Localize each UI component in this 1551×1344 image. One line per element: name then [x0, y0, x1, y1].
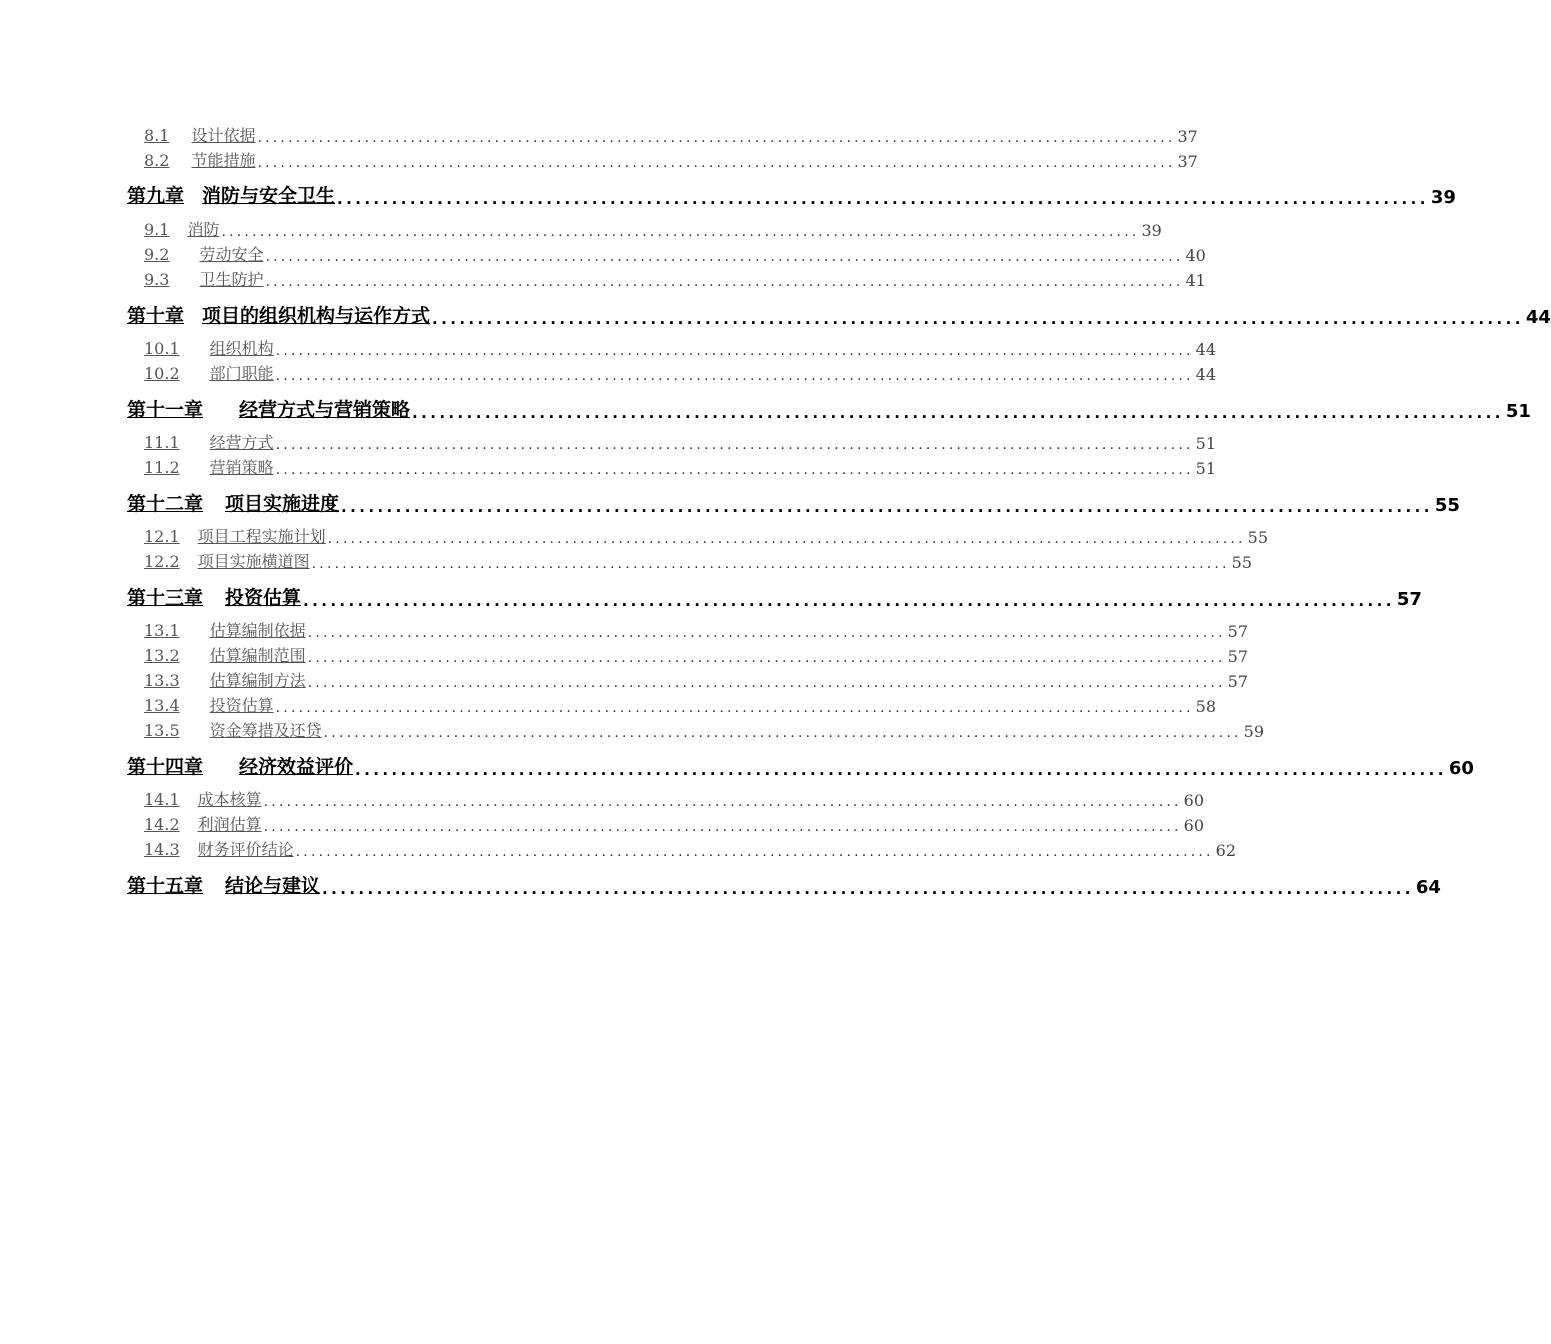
toc-entry-link[interactable]: [144, 549, 310, 572]
toc-entry-gap: [184, 185, 202, 207]
toc-entry-number: 10.1: [144, 339, 180, 358]
toc-page-number: 58: [1195, 697, 1217, 716]
toc-section-entry[interactable]: [144, 337, 1217, 359]
toc-section-entry[interactable]: [144, 456, 1217, 478]
toc-entry-gap: [203, 399, 239, 421]
toc-entry-number: 12.1: [144, 527, 180, 546]
toc-leader-dots: ........................................................................................................................: [303, 592, 1395, 610]
toc-entry-link[interactable]: [127, 181, 335, 208]
toc-entry-link[interactable]: [144, 837, 294, 860]
toc-page-number: 60: [1448, 758, 1474, 779]
toc-leader-dots: ........................................................................................................................: [257, 130, 1176, 146]
toc-section-entry[interactable]: [144, 838, 1237, 860]
toc-entry-link[interactable]: [144, 361, 274, 384]
toc-leader-dots: ........................................................................................................................: [311, 556, 1230, 572]
toc-entry-gap: [180, 527, 198, 546]
toc-entry-link[interactable]: [144, 455, 274, 478]
toc-leader-dots: ........................................................................................................................: [265, 274, 1184, 290]
toc-leader-dots: ........................................................................................................................: [263, 794, 1182, 810]
toc-entry-gap: [180, 815, 198, 834]
toc-entry-gap: [180, 433, 210, 452]
toc-section-entry[interactable]: [144, 719, 1265, 741]
toc-leader-dots: ........................................................................................................................: [341, 498, 1433, 516]
toc-entry-gap: [180, 646, 210, 665]
toc-leader-dots: ........................................................................................................................: [322, 880, 1414, 898]
toc-leader-dots: ........................................................................................................................: [327, 531, 1246, 547]
toc-chapter-entry[interactable]: [127, 753, 1474, 779]
toc-entry-title: 营销策略: [209, 458, 274, 477]
toc-entry-number: 第十二章: [127, 493, 204, 515]
toc-entry-gap: [203, 493, 225, 515]
toc-entry-link[interactable]: [144, 336, 274, 359]
toc-chapter-entry[interactable]: [127, 584, 1422, 610]
toc-entry-gap: [180, 621, 210, 640]
toc-entry-number: 第九章: [127, 185, 185, 207]
toc-entry-number: 第十三章: [127, 587, 204, 609]
toc-entry-title: 项目实施横道图: [197, 552, 310, 571]
toc-page-number: 44: [1525, 307, 1551, 328]
toc-section-entry[interactable]: [144, 619, 1249, 641]
toc-section-entry[interactable]: [144, 669, 1249, 691]
toc-entry-title: 成本核算: [197, 790, 262, 809]
toc-entry-title: 部门职能: [209, 364, 274, 383]
toc-entry-title: 结论与建议: [225, 875, 321, 897]
toc-section-entry[interactable]: [144, 218, 1162, 240]
toc-leader-dots: ........................................................................................................................: [337, 190, 1429, 208]
toc-page-number: 57: [1227, 672, 1249, 691]
toc-entry-gap: [203, 756, 239, 778]
toc-page-number: 57: [1227, 647, 1249, 666]
toc-entry-title: 估算编制方法: [209, 671, 306, 690]
toc-entry-title: 经营方式: [209, 433, 274, 452]
toc-entry-number: 10.2: [144, 364, 180, 383]
toc-entry-link[interactable]: [144, 718, 322, 741]
toc-entry-title: 消防: [187, 220, 220, 239]
toc-entry-gap: [169, 126, 191, 145]
toc-entry-title: 设计依据: [191, 126, 256, 145]
toc-entry-title: 节能措施: [191, 151, 256, 170]
toc-entry-number: 9.1: [144, 220, 170, 239]
toc-entry-link[interactable]: [144, 787, 262, 810]
toc-entry-title: 资金筹措及还贷: [209, 721, 322, 740]
toc-entry-number: 14.1: [144, 790, 180, 809]
toc-entry-link[interactable]: [144, 148, 255, 171]
toc-leader-dots: ........................................................................................................................: [275, 700, 1194, 716]
toc-page-number: 51: [1195, 459, 1217, 478]
toc-entry-gap: [180, 364, 210, 383]
toc-leader-dots: ........................................................................................................................: [355, 761, 1447, 779]
toc-page-number: 55: [1247, 528, 1269, 547]
toc-page-number: 55: [1434, 495, 1460, 516]
toc-page-number: 39: [1430, 187, 1456, 208]
toc-leader-dots: ........................................................................................................................: [323, 725, 1242, 741]
toc-entry-link[interactable]: [144, 242, 263, 265]
toc-entry-gap: [169, 220, 187, 239]
toc-entry-link[interactable]: [144, 217, 219, 240]
toc-entry-title: 利润估算: [197, 815, 262, 834]
toc-entry-title: 估算编制依据: [209, 621, 306, 640]
toc-entry-title: 项目的组织机构与运作方式: [202, 305, 431, 327]
toc-leader-dots: ........................................................................................................................: [275, 343, 1194, 359]
toc-entry-link[interactable]: [144, 643, 306, 666]
toc-section-entry[interactable]: [144, 788, 1205, 810]
toc-entry-link[interactable]: [144, 267, 263, 290]
toc-entry-link[interactable]: [144, 618, 306, 641]
toc-entry-link[interactable]: [127, 583, 301, 610]
toc-leader-dots: ........................................................................................................................: [307, 675, 1226, 691]
toc-leader-dots: ........................................................................................................................: [307, 650, 1226, 666]
toc-entry-title: 投资估算: [209, 696, 274, 715]
toc-page-number: 57: [1227, 622, 1249, 641]
toc-entry-link[interactable]: [144, 812, 262, 835]
toc-entry-title: 项目工程实施计划: [197, 527, 326, 546]
toc-page-number: 60: [1183, 791, 1205, 810]
toc-section-entry[interactable]: [144, 694, 1217, 716]
toc-entry-number: 13.4: [144, 696, 180, 715]
toc-page-number: 37: [1177, 152, 1198, 171]
toc-section-entry[interactable]: [144, 149, 1198, 171]
toc-page-number: 59: [1243, 722, 1265, 741]
toc-entry-title: 消防与安全卫生: [202, 185, 336, 207]
toc-section-entry[interactable]: [144, 550, 1253, 572]
toc-entry-number: 13.3: [144, 671, 180, 690]
toc-entry-gap: [180, 339, 210, 358]
toc-page-number: 37: [1177, 127, 1198, 146]
toc-entry-link[interactable]: [127, 752, 353, 779]
toc-entry-title: 经济效益评价: [239, 756, 354, 778]
toc-entry-gap: [203, 587, 225, 609]
toc-chapter-entry[interactable]: [127, 396, 1531, 422]
toc-entry-link[interactable]: [127, 871, 320, 898]
toc-entry-title: 劳动安全: [199, 245, 264, 264]
toc-entry-gap: [180, 840, 198, 859]
toc-entry-title: 财务评价结论: [197, 840, 294, 859]
toc-leader-dots: ........................................................................................................................: [295, 844, 1214, 860]
toc-section-entry[interactable]: [144, 362, 1217, 384]
toc-entry-number: 9.2: [144, 245, 170, 264]
toc-entry-gap: [169, 270, 199, 289]
toc-entry-gap: [203, 875, 225, 897]
toc-entry-number: 第十四章: [127, 756, 204, 778]
toc-leader-dots: ........................................................................................................................: [275, 437, 1194, 453]
toc-entry-number: 8.1: [144, 126, 170, 145]
toc-entry-number: 第十章: [127, 305, 185, 327]
toc-entry-number: 13.5: [144, 721, 180, 740]
toc-entry-link[interactable]: [144, 123, 255, 146]
toc-entry-title: 投资估算: [225, 587, 302, 609]
toc-page-number: 40: [1185, 246, 1206, 265]
toc-entry-gap: [180, 696, 210, 715]
toc-entry-link[interactable]: [144, 668, 306, 691]
toc-entry-gap: [180, 458, 210, 477]
toc-page-number: 44: [1195, 365, 1217, 384]
toc-entry-title: 估算编制范围: [209, 646, 306, 665]
toc-leader-dots: ........................................................................................................................: [263, 819, 1182, 835]
toc-entry-number: 11.1: [144, 433, 180, 452]
toc-section-entry[interactable]: [144, 243, 1206, 265]
toc-chapter-entry[interactable]: [127, 872, 1441, 898]
toc-entry-number: 第十五章: [127, 875, 204, 897]
toc-entry-link[interactable]: [127, 301, 430, 328]
toc-entry-title: 项目实施进度: [225, 493, 340, 515]
toc-entry-gap: [169, 151, 191, 170]
toc-chapter-entry[interactable]: [127, 302, 1551, 328]
toc-leader-dots: ........................................................................................................................: [265, 249, 1184, 265]
toc-page-number: 44: [1195, 340, 1217, 359]
toc-leader-dots: ........................................................................................................................: [412, 404, 1504, 422]
toc-page-number: 57: [1396, 589, 1422, 610]
toc-entry-number: 8.2: [144, 151, 170, 170]
toc-page-number: 62: [1215, 841, 1237, 860]
toc-entry-number: 第十一章: [127, 399, 204, 421]
toc-entry-link[interactable]: [127, 489, 339, 516]
toc-section-entry[interactable]: [144, 525, 1269, 547]
toc-section-entry[interactable]: [144, 644, 1249, 666]
toc-entry-gap: [180, 790, 198, 809]
toc-entry-gap: [169, 245, 199, 264]
toc-leader-dots: ........................................................................................................................: [221, 224, 1140, 240]
toc-entry-link[interactable]: [144, 693, 274, 716]
toc-section-entry[interactable]: [144, 431, 1217, 453]
toc-section-entry[interactable]: [144, 124, 1198, 146]
toc-section-entry[interactable]: [144, 268, 1206, 290]
toc-entry-link[interactable]: [144, 430, 274, 453]
toc-page-number: 39: [1141, 221, 1162, 240]
toc-entry-gap: [180, 721, 210, 740]
toc-entry-link[interactable]: [127, 395, 410, 422]
toc-chapter-entry[interactable]: [127, 182, 1456, 208]
toc-leader-dots: ........................................................................................................................: [257, 155, 1176, 171]
toc-page-number: 51: [1505, 401, 1531, 422]
toc-entry-title: 经营方式与营销策略: [239, 399, 411, 421]
toc-entry-number: 11.2: [144, 458, 180, 477]
toc-page-number: 51: [1195, 434, 1217, 453]
toc-entry-title: 卫生防护: [199, 270, 264, 289]
toc-page-number: 55: [1231, 553, 1253, 572]
toc-page-number: 60: [1183, 816, 1205, 835]
toc-section-entry[interactable]: [144, 813, 1205, 835]
toc-entry-gap: [180, 671, 210, 690]
toc-entry-number: 12.2: [144, 552, 180, 571]
toc-entry-number: 13.1: [144, 621, 180, 640]
toc-leader-dots: ........................................................................................................................: [275, 368, 1194, 384]
toc-entry-link[interactable]: [144, 524, 326, 547]
toc-leader-dots: ........................................................................................................................: [275, 462, 1194, 478]
toc-entry-title: 组织机构: [209, 339, 274, 358]
toc-entry-number: 14.2: [144, 815, 180, 834]
toc-entry-number: 13.2: [144, 646, 180, 665]
toc-page-number: 64: [1415, 877, 1441, 898]
toc-leader-dots: ........................................................................................................................: [307, 625, 1226, 641]
toc-entry-gap: [180, 552, 198, 571]
toc-entry-number: 14.3: [144, 840, 180, 859]
toc-entry-number: 9.3: [144, 270, 170, 289]
toc-entry-gap: [184, 305, 202, 327]
toc-chapter-entry[interactable]: [127, 490, 1460, 516]
toc-page-number: 41: [1185, 271, 1206, 290]
toc-leader-dots: ........................................................................................................................: [432, 310, 1524, 328]
